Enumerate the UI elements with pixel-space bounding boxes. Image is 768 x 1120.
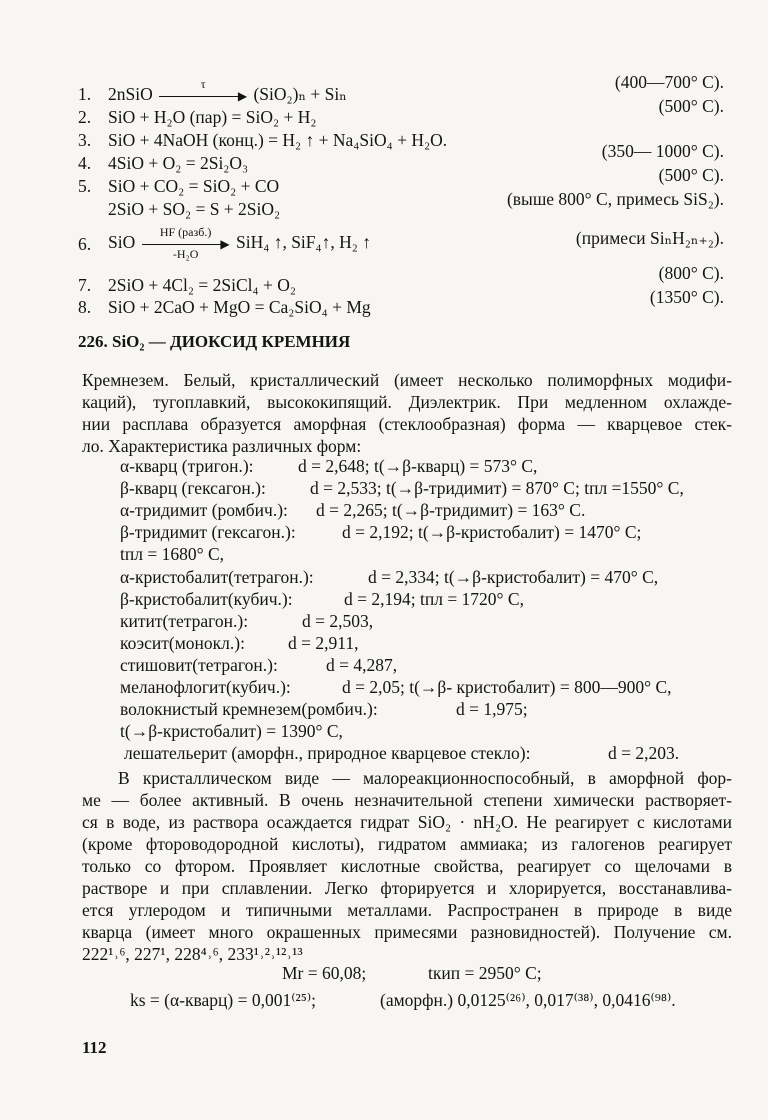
form-name: коэсит(монокл.): xyxy=(120,633,245,653)
reaction-6-lhs: SiO xyxy=(108,232,136,252)
reaction-5-condition: (500° C). xyxy=(658,165,724,185)
form-name: китит(тетрагон.): xyxy=(120,611,249,631)
body-line: ме — более активный. В очень незначительной степени химически растворяет- xyxy=(82,790,732,810)
form-name: β-кварц (гексагон.): xyxy=(120,478,266,498)
reaction-6-equation xyxy=(108,224,371,261)
reaction-4-equation: 4SiO + O₂ = 2Si₂O₃ xyxy=(108,153,249,173)
reaction-5b-equation: 2SiO + SO₂ = S + 2SiO₂ xyxy=(108,199,281,219)
reaction-3-equation: SiO + 4NaOH (конц.) = H₂ ↑ + Na₄SiO₄ + H₂O. xyxy=(108,130,448,150)
form-props: d = 1,975; xyxy=(456,699,528,719)
reaction-6-condition: (примеси SiₙH₂ₙ₊₂). xyxy=(575,228,724,248)
form-name: волокнистый кремнезем(ромбич.): xyxy=(120,699,378,719)
body-line: ется углеродом и типичными металлами. Распространен в природе в виде xyxy=(82,900,732,920)
form-props: d = 4,287, xyxy=(326,655,398,675)
form-name: лешательерит (аморфн., природное кварцевое стекло): xyxy=(124,743,531,763)
molar-mass: Mr = 60,08; xyxy=(282,963,367,983)
reaction-7-equation: 2SiO + 4Cl₂ = 2SiCl₄ + O₂ xyxy=(108,275,296,295)
form-props: d = 2,05; t(→β- кристобалит) = 800—900° C, xyxy=(342,677,672,697)
form-props: d = 2,194; tпл = 1720° C, xyxy=(344,589,524,609)
body-line: только со фтором. Проявляет кислотные свойства, реагирует со щелочами в xyxy=(82,856,732,876)
form-props: d = 2,533; t(→β-тридимит) = 870° C; tпл =1550° C, xyxy=(310,478,684,498)
form-props: d = 2,648; t(→β-кварц) = 573° C, xyxy=(298,456,538,476)
reaction-6-rhs: SiH₄ ↑, SiF₄↑, H₂ ↑ xyxy=(235,232,371,252)
arrow-label-bottom: -H₂O xyxy=(172,246,199,261)
body-line: (кроме фтороводородной кислоты), гидратом аммиака; из галогенов реагирует xyxy=(82,834,732,854)
form-name: α-кристобалит(тетрагон.): xyxy=(120,567,314,587)
reaction-4-number: 4. xyxy=(78,153,92,173)
form-name: t(→β-кристобалит) = 1390° C, xyxy=(120,721,343,741)
arrow-label: τ xyxy=(200,76,206,91)
intro-line: нии расплава образуется аморфная (стеклообразная) форма — кварцевое стек- xyxy=(82,414,732,434)
body-line: растворе и при сплавлении. Легко фторируется и хлорируется, восстанавлива- xyxy=(82,878,732,898)
reaction-3-number: 3. xyxy=(78,130,92,150)
solubility-amorphous: (аморфн.) 0,0125⁽²⁶⁾, 0,017⁽³⁸⁾, 0,0416⁽⁹⁸⁾. xyxy=(380,990,676,1010)
form-props: d = 2,192; t(→β-кристобалит) = 1470° C; xyxy=(342,522,642,542)
reaction-6-number: 6. xyxy=(78,234,92,254)
reaction-4-condition: (350— 1000° C). xyxy=(601,141,724,161)
intro-paragraph xyxy=(82,369,732,457)
form-name: β-кристобалит(кубич.): xyxy=(120,589,293,609)
reaction-8-number: 8. xyxy=(78,297,92,317)
reaction-1-rhs: (SiO₂)ₙ + Siₙ xyxy=(253,84,347,104)
reaction-arrow: τ ▶ xyxy=(159,89,247,103)
reaction-5-number: 5. xyxy=(78,176,92,196)
form-props: d = 2,203. xyxy=(608,743,680,763)
intro-line: Кремнезем. Белый, кристаллический (имеет несколько полиморфных модифи- xyxy=(82,370,732,390)
reaction-8-condition: (1350° C). xyxy=(649,287,724,307)
boiling-point: tкип = 2950° C; xyxy=(428,963,542,983)
reaction-2-equation: SiO + H₂O (пар) = SiO₂ + H₂ xyxy=(108,107,317,127)
reaction-1-equation xyxy=(108,76,347,105)
form-name: tпл = 1680° C, xyxy=(120,544,225,564)
reaction-1-condition: (400—700° C). xyxy=(614,72,724,92)
section-heading: 226. SiO₂ — ДИОКСИД КРЕМНИЯ xyxy=(78,332,351,351)
reaction-5-equation: SiO + CO₂ = SiO₂ + CO xyxy=(108,176,280,196)
reaction-2-number: 2. xyxy=(78,107,92,127)
reaction-7-number: 7. xyxy=(78,275,92,295)
form-name: α-тридимит (ромбич.): xyxy=(120,500,288,520)
reaction-5b-condition: (выше 800° C, примесь SiS₂). xyxy=(506,189,724,209)
body-line: кварца (имеет много окрашенных примесями разновидностей). Получение см. xyxy=(82,922,732,942)
form-props: d = 2,334; t(→β-кристобалит) = 470° C, xyxy=(368,567,659,587)
body-paragraph xyxy=(82,767,732,965)
arrow-label-top: HF (разб.) xyxy=(159,224,212,239)
body-line: В кристаллическом виде — малореакционноспособный, в аморфной фор- xyxy=(118,768,732,788)
intro-line: каций), тугоплавкий, высококипящий. Диэлектрик. При медленном охлажде- xyxy=(82,392,732,412)
reaction-2-condition: (500° C). xyxy=(658,96,724,116)
reaction-7-condition: (800° C). xyxy=(658,263,724,283)
form-name: β-тридимит (гексагон.): xyxy=(120,522,296,542)
solubility-quartz: ks = (α-кварц) = 0,001⁽²⁵⁾; xyxy=(130,990,317,1010)
intro-line: ло. Характеристика различных форм: xyxy=(82,436,362,456)
reaction-8-equation: SiO + 2CaO + MgO = Ca₂SiO₄ + Mg xyxy=(108,297,371,317)
reaction-arrow: HF (разб.) ▶ -H₂O xyxy=(142,237,230,251)
form-props: d = 2,265; t(→β-тридимит) = 163° C. xyxy=(316,500,586,520)
form-props: d = 2,911, xyxy=(288,633,359,653)
body-line: 222¹˒⁶, 227¹, 228⁴˒⁶, 233¹˒²˒¹²˒¹³ xyxy=(82,944,303,964)
reaction-1-lhs: 2nSiO xyxy=(108,84,153,104)
page-number: 112 xyxy=(82,1038,107,1057)
form-name: стишовит(тетрагон.): xyxy=(120,655,278,675)
form-name: α-кварц (тригон.): xyxy=(120,456,254,476)
body-line: ся в воде, из раствора осаждается гидрат SiO₂ · nH₂O. Не реагирует с кислотами xyxy=(82,812,732,832)
form-name: меланофлогит(кубич.): xyxy=(120,677,291,697)
reaction-1-number: 1. xyxy=(78,84,92,104)
form-props: d = 2,503, xyxy=(302,611,374,631)
